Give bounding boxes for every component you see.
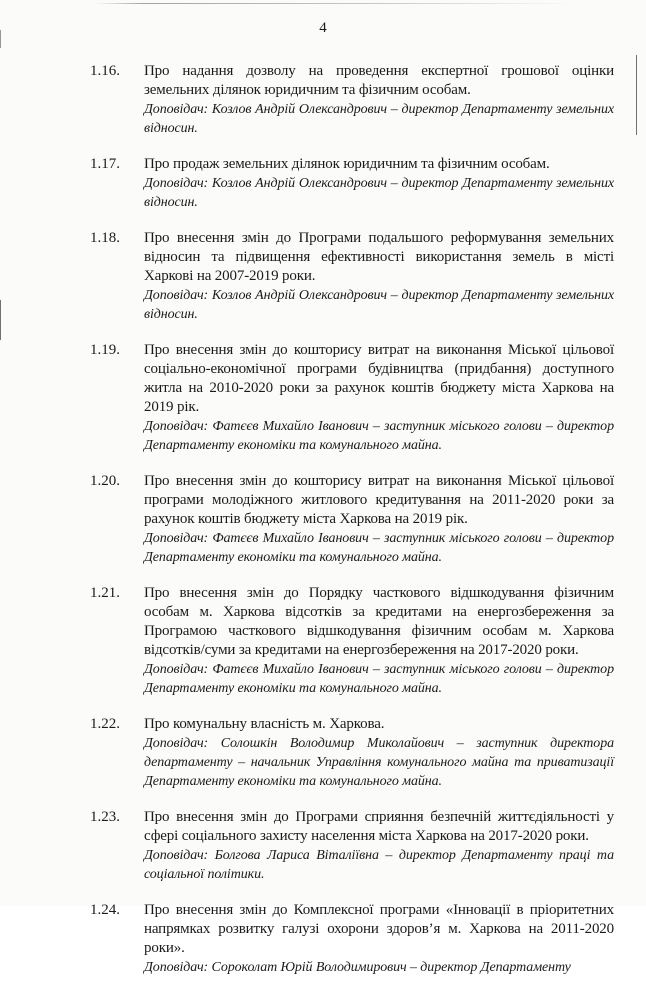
agenda-item [0, 229, 646, 324]
agenda-item-number: 1.23. [90, 809, 120, 825]
agenda-item-number: 1.16. [90, 63, 120, 79]
agenda-item-body [144, 715, 614, 791]
agenda-item-title: Про комунальну власність м. Харкова. [144, 716, 385, 732]
agenda-item-title: Про внесення змін до кошторису витрат на виконання Міської цільової програми молодіжного житлового кредитування на 2011-2020 роки за рахунок коштів бюджету міста Харкова на 2019 рік. [144, 473, 614, 527]
agenda-item-title: Про надання дозволу на проведення експертної грошової оцінки земельних ділянок юридичним та фізичним особам. [144, 63, 614, 98]
agenda-item-body [144, 808, 614, 884]
agenda-item [0, 715, 646, 791]
agenda-item-number: 1.24. [90, 902, 120, 918]
agenda-item [0, 584, 646, 698]
agenda-item-body [144, 229, 614, 324]
agenda-item-title: Про внесення змін до Комплексної програми «Інновації в пріоритетних напрямках розвитку галузі охорони здоров’я м. Харкова на 2011-2020 роки». [144, 902, 614, 956]
agenda-item-number: 1.22. [90, 716, 120, 732]
agenda-items-list [0, 62, 646, 994]
agenda-item [0, 62, 646, 138]
agenda-item-speaker: Доповідач: Фатєєв Михайло Іванович – заступник міського голови – директор Департаменту економіки та комунального майна. [144, 531, 614, 565]
agenda-item-title: Про внесення змін до Програми сприяння безпечній життєдіяльності у сфері соціального захисту населення міста Харкова на 2017-2020 роки. [144, 809, 614, 844]
agenda-item-speaker: Доповідач: Сороколат Юрій Володимирович – директор Департаменту [144, 960, 571, 975]
agenda-item-body [144, 472, 614, 567]
agenda-item-number: 1.19. [90, 342, 120, 358]
agenda-item-body [144, 62, 614, 138]
agenda-item-number: 1.20. [90, 473, 120, 489]
agenda-item-title: Про продаж земельних ділянок юридичним та фізичним особам. [144, 156, 550, 172]
agenda-item [0, 472, 646, 567]
agenda-item [0, 341, 646, 455]
scan-artifact-top-line [95, 3, 575, 4]
agenda-item-number: 1.18. [90, 230, 120, 246]
agenda-item-speaker: Доповідач: Солошкін Володимир Миколайович – заступник директора департаменту – начальник Управління комунального майна та приватизації Департаменту економіки та комунального майна. [144, 736, 614, 789]
agenda-item-number: 1.21. [90, 585, 120, 601]
agenda-item-body [144, 341, 614, 455]
agenda-item-body [144, 155, 614, 212]
agenda-item [0, 808, 646, 884]
agenda-item-title: Про внесення змін до кошторису витрат на виконання Міської цільової соціально-економічної програми будівництва (придбання) доступного житла на 2010-2020 роки за рахунок коштів бюджету міста Харкова на 2019 рік. [144, 342, 614, 415]
agenda-item-body [144, 584, 614, 698]
page-number: 4 [319, 20, 327, 36]
agenda-item-title: Про внесення змін до Порядку часткового відшкодування фізичним особам м. Харкова відсотків за кредитами на енергозбереження за Програмою часткового відшкодування фізичним особам м. Харкова відсотків/суми за кредитами на енергозбереження на 2017-2020 роки. [144, 585, 614, 658]
agenda-item-speaker: Доповідач: Фатєєв Михайло Іванович – заступник міського голови – директор Департаменту економіки та комунального майна. [144, 419, 614, 453]
agenda-item-speaker: Доповідач: Козлов Андрій Олександрович – директор Департаменту земельних відносин. [144, 102, 614, 136]
agenda-item-title: Про внесення змін до Програми подальшого реформування земельних відносин та підвищення ефективності використання земель в місті Харкові на 2007-2019 роки. [144, 230, 614, 284]
agenda-item-number: 1.17. [90, 156, 120, 172]
agenda-item [0, 155, 646, 212]
agenda-item-speaker: Доповідач: Фатєєв Михайло Іванович – заступник міського голови – директор Департаменту економіки та комунального майна. [144, 662, 614, 696]
agenda-item-body [144, 901, 614, 977]
agenda-item [0, 901, 646, 977]
agenda-item-speaker: Доповідач: Болгова Лариса Віталіївна – директор Департаменту праці та соціальної політики. [144, 848, 614, 882]
agenda-item-speaker: Доповідач: Козлов Андрій Олександрович – директор Департаменту земельних відносин. [144, 288, 614, 322]
agenda-item-speaker: Доповідач: Козлов Андрій Олександрович – директор Департаменту земельних відносин. [144, 176, 614, 210]
